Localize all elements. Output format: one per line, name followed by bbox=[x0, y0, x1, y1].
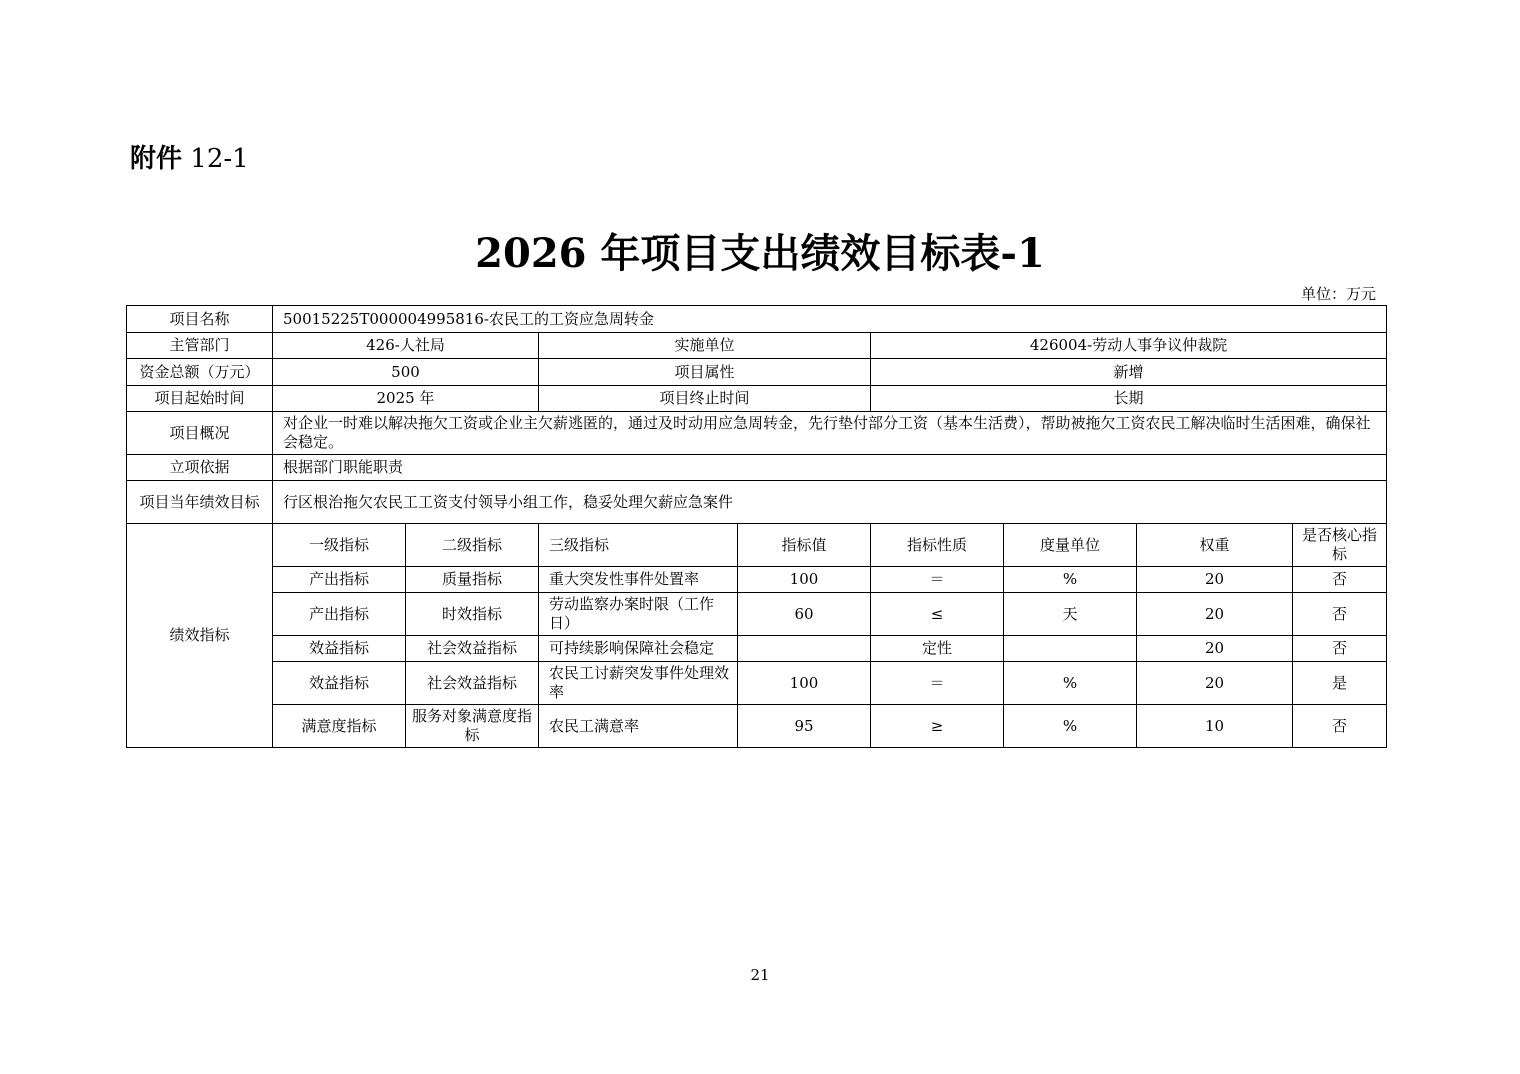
label-annual-goal: 项目当年绩效目标 bbox=[127, 481, 273, 524]
cell-level1: 产出指标 bbox=[273, 567, 406, 593]
value-department: 426-人社局 bbox=[273, 333, 539, 359]
cell-weight: 20 bbox=[1137, 593, 1293, 636]
label-department: 主管部门 bbox=[127, 333, 273, 359]
cell-value: 100 bbox=[738, 662, 871, 705]
cell-core: 否 bbox=[1293, 567, 1387, 593]
cell-level2: 社会效益指标 bbox=[406, 662, 539, 705]
page-number: 21 bbox=[750, 966, 770, 984]
performance-target-table bbox=[126, 305, 1387, 748]
cell-level3: 可持续影响保障社会稳定 bbox=[539, 636, 738, 662]
cell-core: 否 bbox=[1293, 705, 1387, 748]
value-end-time: 长期 bbox=[871, 386, 1387, 412]
label-end-time: 项目终止时间 bbox=[539, 386, 871, 412]
cell-value bbox=[738, 636, 871, 662]
cell-level2: 时效指标 bbox=[406, 593, 539, 636]
cell-value: 60 bbox=[738, 593, 871, 636]
attachment-label bbox=[130, 138, 249, 175]
label-start-time: 项目起始时间 bbox=[127, 386, 273, 412]
cell-unit bbox=[1004, 636, 1137, 662]
label-project-name: 项目名称 bbox=[127, 306, 273, 333]
cell-level3: 农民工满意率 bbox=[539, 705, 738, 748]
cell-weight: 20 bbox=[1137, 636, 1293, 662]
row-annual-goal bbox=[127, 481, 1387, 524]
value-implementer: 426004-劳动人事争议仲裁院 bbox=[871, 333, 1387, 359]
value-attribute: 新增 bbox=[871, 359, 1387, 386]
cell-level2: 服务对象满意度指标 bbox=[406, 705, 539, 748]
cell-nature: 定性 bbox=[871, 636, 1004, 662]
label-indicators: 绩效指标 bbox=[127, 524, 273, 748]
indicator-header-row bbox=[127, 524, 1387, 567]
cell-level3: 重大突发性事件处置率 bbox=[539, 567, 738, 593]
cell-level2: 质量指标 bbox=[406, 567, 539, 593]
indicator-row bbox=[127, 593, 1387, 636]
cell-level3: 农民工讨薪突发事件处理效率 bbox=[539, 662, 738, 705]
cell-level3: 劳动监察办案时限（工作日） bbox=[539, 593, 738, 636]
value-total-funds: 500 bbox=[273, 359, 539, 386]
label-attribute: 项目属性 bbox=[539, 359, 871, 386]
cell-core: 否 bbox=[1293, 636, 1387, 662]
row-overview bbox=[127, 412, 1387, 455]
cell-unit: % bbox=[1004, 662, 1137, 705]
header-level1: 一级指标 bbox=[273, 524, 406, 567]
cell-unit: 天 bbox=[1004, 593, 1137, 636]
header-value: 指标值 bbox=[738, 524, 871, 567]
cell-core: 是 bbox=[1293, 662, 1387, 705]
cell-level1: 效益指标 bbox=[273, 636, 406, 662]
cell-value: 100 bbox=[738, 567, 871, 593]
cell-level1: 效益指标 bbox=[273, 662, 406, 705]
attachment-prefix: 附件 bbox=[130, 144, 183, 174]
cell-weight: 10 bbox=[1137, 705, 1293, 748]
label-total-funds: 资金总额（万元） bbox=[127, 359, 273, 386]
cell-core: 否 bbox=[1293, 593, 1387, 636]
label-basis: 立项依据 bbox=[127, 455, 273, 481]
cell-nature: ≤ bbox=[871, 593, 1004, 636]
header-nature: 指标性质 bbox=[871, 524, 1004, 567]
indicator-row bbox=[127, 662, 1387, 705]
header-core: 是否核心指标 bbox=[1293, 524, 1387, 567]
header-weight: 权重 bbox=[1137, 524, 1293, 567]
value-annual-goal: 行区根治拖欠农民工工资支付领导小组工作，稳妥处理欠薪应急案件 bbox=[273, 481, 1387, 524]
cell-nature: ≥ bbox=[871, 705, 1004, 748]
indicator-row bbox=[127, 705, 1387, 748]
cell-unit: % bbox=[1004, 567, 1137, 593]
cell-level1: 产出指标 bbox=[273, 593, 406, 636]
cell-unit: % bbox=[1004, 705, 1137, 748]
page-title: 2026 年项目支出绩效目标表-1 bbox=[475, 230, 1045, 277]
row-funds bbox=[127, 359, 1387, 386]
cell-weight: 20 bbox=[1137, 567, 1293, 593]
indicator-row bbox=[127, 567, 1387, 593]
header-unit: 度量单位 bbox=[1004, 524, 1137, 567]
row-basis bbox=[127, 455, 1387, 481]
value-start-time: 2025 年 bbox=[273, 386, 539, 412]
header-level3: 三级指标 bbox=[539, 524, 738, 567]
row-department bbox=[127, 333, 1387, 359]
value-project-name: 50015225T000004995816-农民工的工资应急周转金 bbox=[273, 306, 1387, 333]
attachment-number: 12-1 bbox=[182, 144, 249, 174]
label-implementer: 实施单位 bbox=[539, 333, 871, 359]
header-level2: 二级指标 bbox=[406, 524, 539, 567]
cell-level1: 满意度指标 bbox=[273, 705, 406, 748]
cell-nature: ＝ bbox=[871, 662, 1004, 705]
cell-level2: 社会效益指标 bbox=[406, 636, 539, 662]
unit-label: 单位：万元 bbox=[1300, 285, 1376, 303]
row-project-name bbox=[127, 306, 1387, 333]
cell-nature: ＝ bbox=[871, 567, 1004, 593]
label-overview: 项目概况 bbox=[127, 412, 273, 455]
row-time bbox=[127, 386, 1387, 412]
indicator-row bbox=[127, 636, 1387, 662]
cell-value: 95 bbox=[738, 705, 871, 748]
cell-weight: 20 bbox=[1137, 662, 1293, 705]
value-basis: 根据部门职能职责 bbox=[273, 455, 1387, 481]
value-overview: 对企业一时难以解决拖欠工资或企业主欠薪逃匿的，通过及时动用应急周转金，先行垫付部分工资（基本生活费），帮助被拖欠工资农民工解决临时生活困难，确保社会稳定。 bbox=[273, 412, 1387, 455]
